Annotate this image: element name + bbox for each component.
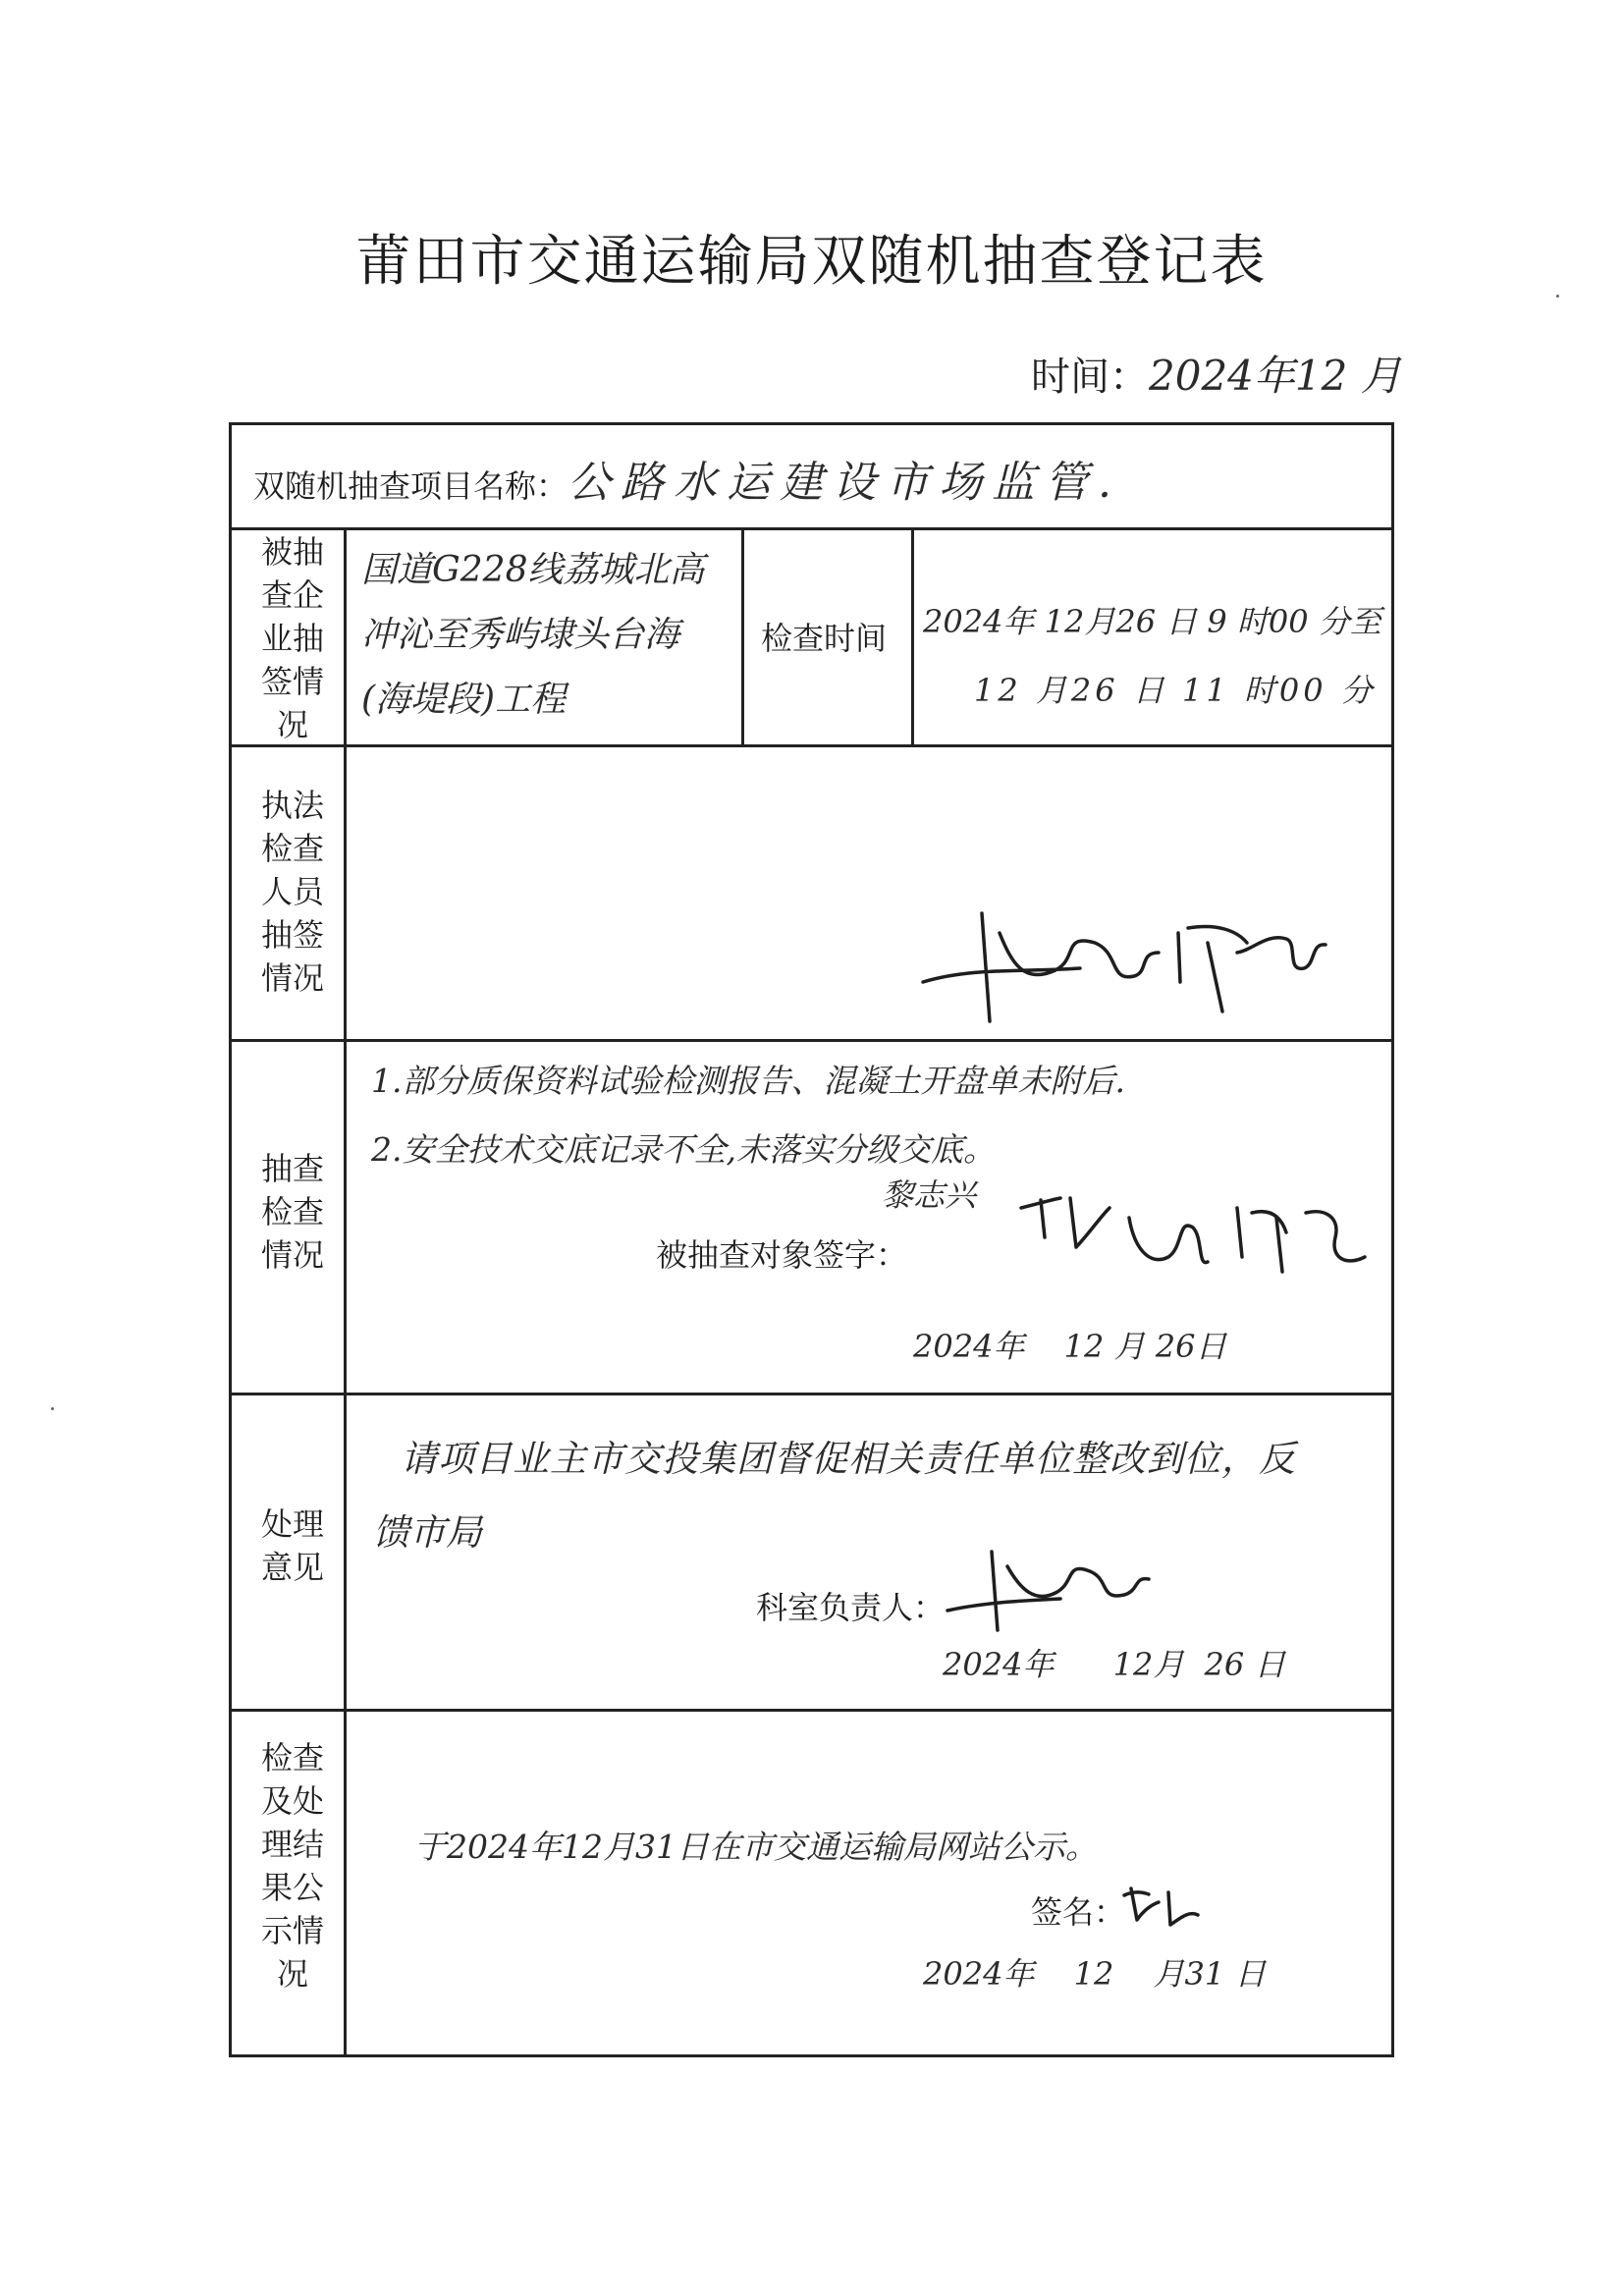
inspectors-label: 执法检查人员抽签情况 bbox=[260, 787, 324, 997]
header-time bbox=[1031, 344, 1402, 403]
opinion-date-day: 26 日 bbox=[1204, 1646, 1286, 1683]
inspection-label: 抽查检查情况 bbox=[260, 1150, 324, 1274]
publicity-text: 于2024年12月31日在市交通运输局网站公示。 bbox=[414, 1828, 1098, 1866]
inspection-date bbox=[913, 1322, 1226, 1367]
check-time-line1: 2024年 12月26 日 9 时00 分至 bbox=[923, 603, 1381, 640]
responsible-signature bbox=[943, 1532, 1178, 1640]
row-divider bbox=[229, 527, 1394, 530]
publicity-date-day: 月31 日 bbox=[1153, 1955, 1267, 1993]
enterprise-line: (海堤段)工程 bbox=[361, 680, 567, 720]
opinion-date-month: 12月 bbox=[1112, 1646, 1185, 1683]
row-divider bbox=[229, 1393, 1394, 1395]
opinion-date-year: 2024年 bbox=[943, 1646, 1055, 1683]
opinion-label: 处理意见 bbox=[260, 1505, 324, 1586]
inspector-signatures bbox=[913, 874, 1375, 1041]
header-time-value: 2024年12 月 bbox=[1149, 352, 1402, 400]
table-bottom-border bbox=[229, 2054, 1394, 2057]
responsible-label: 科室负责人： bbox=[756, 1589, 946, 1626]
project-row bbox=[253, 447, 1121, 510]
label-column-divider bbox=[344, 527, 347, 2056]
publicity-sign-label: 签名： bbox=[1031, 1893, 1126, 1931]
enterprise-line: 国道G228线荔城北高 bbox=[361, 550, 705, 590]
scan-speck bbox=[51, 1407, 54, 1410]
inspected-party-signature bbox=[1011, 1178, 1394, 1296]
finding-2: 2.安全技术交底记录不全,未落实分级交底。 bbox=[371, 1130, 996, 1169]
project-label: 双随机抽查项目名称： bbox=[253, 467, 568, 505]
checktime-divider bbox=[911, 527, 914, 745]
table-top-border bbox=[229, 422, 1394, 425]
enterprise-divider bbox=[741, 527, 744, 745]
signer-label: 被抽查对象签字： bbox=[656, 1236, 908, 1274]
header-time-label: 时间： bbox=[1031, 355, 1149, 400]
enterprise-value bbox=[361, 538, 739, 733]
inspection-date-month: 12 月 bbox=[1063, 1328, 1146, 1365]
check-time-label: 检查时间 bbox=[761, 620, 888, 657]
project-value: 公路水运建设市场监管. bbox=[568, 458, 1122, 508]
opinion-line-1: 请项目业主市交投集团督促相关责任单位整改到位，反 bbox=[401, 1438, 1296, 1480]
publicity-signature bbox=[1119, 1881, 1208, 1935]
row-divider bbox=[229, 744, 1394, 747]
finding-1: 1.部分质保资料试验检测报告、混凝土开盘单未附后. bbox=[371, 1062, 1125, 1100]
table-left-border bbox=[229, 422, 232, 2057]
enterprise-line: 冲沁至秀屿埭头台海 bbox=[361, 615, 680, 655]
document-title: 莆田市交通运输局双随机抽查登记表 bbox=[355, 230, 1268, 294]
publicity-date-year: 2024年 bbox=[923, 1955, 1035, 1993]
scan-speck bbox=[1556, 295, 1559, 298]
publicity-label: 检查及处理结果公示情况 bbox=[260, 1739, 324, 1993]
publicity-date-month: 12 bbox=[1073, 1955, 1114, 1993]
inspection-date-year: 2024年 bbox=[913, 1328, 1025, 1365]
publicity-date bbox=[923, 1949, 1266, 1995]
opinion-date bbox=[943, 1640, 1285, 1685]
inspection-date-day: 26日 bbox=[1155, 1328, 1227, 1365]
handwritten-signer: 黎志兴 bbox=[882, 1176, 977, 1214]
check-time-line2: 12 月26 日 11 时00 分 bbox=[974, 672, 1377, 709]
enterprise-label: 被抽查企业抽签情况 bbox=[260, 533, 324, 743]
row-divider bbox=[229, 1709, 1394, 1712]
opinion-line-2: 馈市局 bbox=[373, 1511, 482, 1554]
